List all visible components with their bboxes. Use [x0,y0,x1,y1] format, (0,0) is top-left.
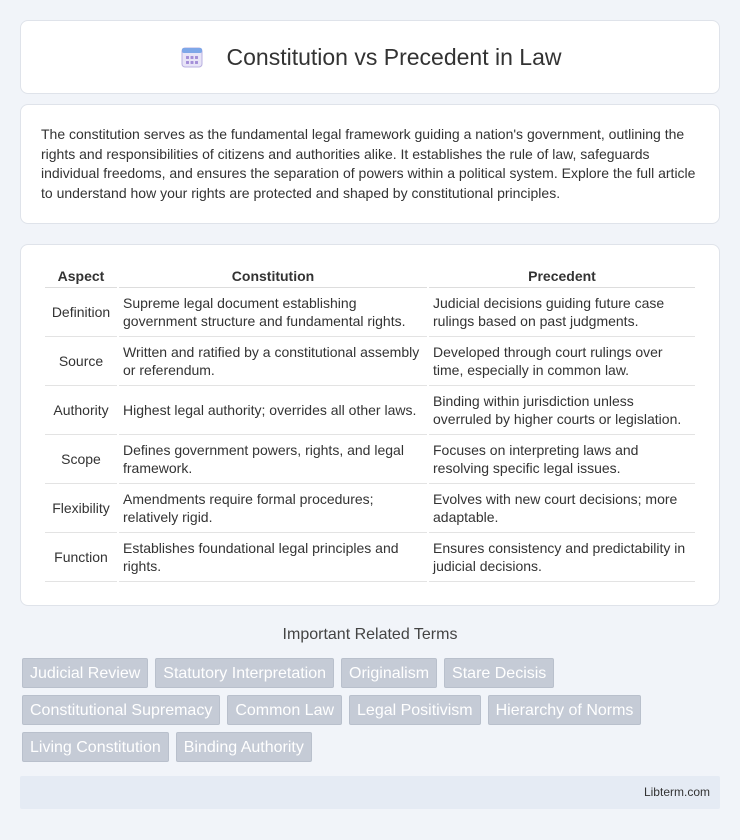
calendar-icon [179,44,205,70]
column-header-constitution: Constitution [119,265,427,288]
aspect-cell: Function [45,533,117,582]
precedent-cell: Judicial decisions guiding future case rulings based on past judgments. [429,288,695,337]
footer-site-link[interactable]: Libterm.com [643,785,710,799]
table-row [45,386,695,435]
related-terms-heading: Important Related Terms [282,626,458,643]
table-row [45,435,695,484]
constitution-cell: Establishes foundational legal principles and rights. [119,533,427,582]
table-header-row [45,265,695,288]
aspect-cell: Flexibility [45,484,117,533]
aspect-cell: Source [45,337,117,386]
tag-binding-authority[interactable]: Binding Authority [176,732,312,762]
column-header-aspect: Aspect [45,265,117,288]
table-row [45,533,695,582]
table-row [45,288,695,337]
tag-constitutional-supremacy[interactable]: Constitutional Supremacy [22,695,220,725]
constitution-cell: Highest legal authority; overrides all other laws. [119,386,427,435]
tag-legal-positivism[interactable]: Legal Positivism [349,695,481,725]
precedent-cell: Focuses on interpreting laws and resolving specific legal issues. [429,435,695,484]
intro-card [20,104,720,224]
tag-common-law[interactable]: Common Law [227,695,342,725]
precedent-cell: Ensures consistency and predictability in judicial decisions. [429,533,695,582]
tag-originalism[interactable]: Originalism [341,658,437,688]
aspect-cell: Authority [45,386,117,435]
table-row [45,484,695,533]
tag-living-constitution[interactable]: Living Constitution [22,732,169,762]
precedent-cell: Evolves with new court decisions; more adaptable. [429,484,695,533]
precedent-cell: Developed through court rulings over time, especially in common law. [429,337,695,386]
comparison-card [20,244,720,606]
constitution-cell: Amendments require formal procedures; relatively rigid. [119,484,427,533]
constitution-cell: Supreme legal document establishing government structure and fundamental rights. [119,288,427,337]
intro-text: The constitution serves as the fundamental legal framework guiding a nation's government, outlining the rights and responsibilities of citizens and authorities alike. It establishes the rule of law, safeguards individual freedoms, and ensures the separation of powers within a political system. Explore the full article to understand how your rights are protected and shaped by constitutional principles. [41,126,696,201]
tag-judicial-review[interactable]: Judicial Review [22,658,148,688]
tag-hierarchy-of-norms[interactable]: Hierarchy of Norms [488,695,642,725]
comparison-table [43,265,697,582]
aspect-cell: Definition [45,288,117,337]
table-row [45,337,695,386]
tag-stare-decisis[interactable]: Stare Decisis [444,658,554,688]
precedent-cell: Binding within jurisdiction unless overruled by higher courts or legislation. [429,386,695,435]
aspect-cell: Scope [45,435,117,484]
footer [20,776,720,809]
tag-statutory-interpretation[interactable]: Statutory Interpretation [155,658,334,688]
constitution-cell: Defines government powers, rights, and legal framework. [119,435,427,484]
page-title: Constitution vs Precedent in Law [226,43,562,70]
constitution-cell: Written and ratified by a constitutional assembly or referendum. [119,337,427,386]
column-header-precedent: Precedent [429,265,695,288]
header-card [20,20,720,94]
related-terms-list [22,658,722,769]
